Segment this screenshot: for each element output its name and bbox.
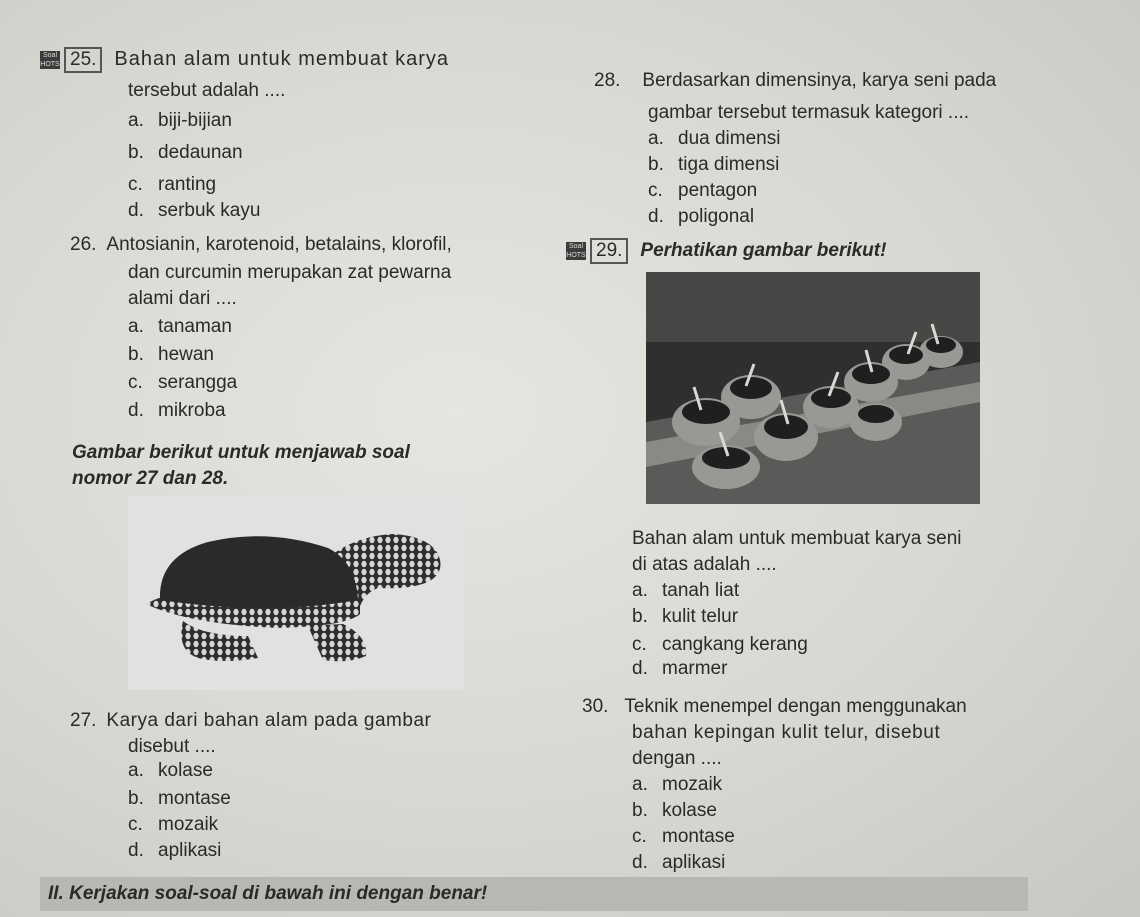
question-number: 26. — [70, 234, 97, 255]
option-26a[interactable]: a. tanaman — [128, 316, 232, 337]
question-28 — [594, 68, 996, 94]
question-number: 29. — [590, 238, 628, 264]
question-text-cont: alami dari .... — [128, 288, 237, 309]
option-27b[interactable]: b. montase — [128, 788, 231, 809]
question-text-cont: disebut .... — [128, 736, 216, 757]
question-26 — [70, 232, 452, 258]
option-30b[interactable]: b. kolase — [632, 800, 717, 821]
question-text-cont: dengan .... — [632, 748, 722, 769]
option-26d[interactable]: d. mikroba — [128, 400, 226, 421]
option-28d[interactable]: d. poligonal — [648, 206, 755, 227]
option-27d[interactable]: d. aplikasi — [128, 840, 222, 861]
question-heading: Perhatikan gambar berikut! — [640, 240, 887, 261]
eggshell-craft-image — [646, 272, 980, 504]
question-text-cont: bahan kepingan kulit telur, disebut — [632, 722, 941, 743]
option-30c[interactable]: c. montase — [632, 826, 735, 847]
question-text-cont: di atas adalah .... — [632, 554, 777, 575]
question-text: Bahan alam untuk membuat karya seni — [632, 528, 962, 549]
question-27 — [70, 708, 431, 734]
option-28c[interactable]: c. pentagon — [648, 180, 758, 201]
section-ii-heading: II. Kerjakan soal-soal di bawah ini dengan benar! — [40, 877, 1028, 911]
question-text-cont: dan curcumin merupakan zat pewarna — [128, 262, 452, 283]
question-30 — [582, 694, 967, 720]
option-25c[interactable]: c. ranting — [128, 174, 217, 195]
question-number: 27. — [70, 710, 97, 731]
option-26c[interactable]: c. serangga — [128, 372, 238, 393]
question-text: Berdasarkan dimensinya, karya seni pada — [642, 70, 997, 91]
option-27c[interactable]: c. mozaik — [128, 814, 219, 835]
option-29d[interactable]: d. marmer — [632, 658, 728, 679]
option-29c[interactable]: c. cangkang kerang — [632, 634, 808, 655]
question-text: Antosianin, karotenoid, betalains, klorofil, — [106, 234, 452, 255]
hots-tag: Soal HOTS — [40, 51, 60, 68]
question-text-cont: gambar tersebut termasuk kategori .... — [648, 102, 970, 123]
option-29a[interactable]: a. tanah liat — [632, 580, 740, 601]
option-30d[interactable]: d. aplikasi — [632, 852, 726, 873]
question-number: 25. — [64, 47, 102, 73]
instruction-text-cont: nomor 27 dan 28. — [72, 468, 229, 489]
question-number: 30. — [582, 696, 609, 717]
question-number: 28. — [594, 70, 621, 91]
hots-tag: Soal HOTS — [566, 242, 586, 259]
option-27a[interactable]: a. kolase — [128, 760, 213, 781]
option-25a[interactable]: a. biji-bijian — [128, 110, 232, 131]
option-26b[interactable]: b. hewan — [128, 344, 214, 365]
turtle-seed-mosaic-image — [128, 496, 464, 690]
question-25 — [40, 46, 449, 73]
question-29 — [566, 238, 886, 264]
option-30a[interactable]: a. mozaik — [632, 774, 723, 795]
option-29b[interactable]: b. kulit telur — [632, 606, 739, 627]
question-text: Teknik menempel dengan menggunakan — [624, 696, 967, 717]
option-25d[interactable]: d. serbuk kayu — [128, 200, 261, 221]
instruction-text: Gambar berikut untuk menjawab soal — [72, 442, 410, 463]
question-text: Bahan alam untuk membuat karya — [114, 48, 450, 70]
option-28a[interactable]: a. dua dimensi — [648, 128, 781, 149]
option-25b[interactable]: b. dedaunan — [128, 142, 243, 163]
question-text: Karya dari bahan alam pada gambar — [106, 710, 432, 731]
option-28b[interactable]: b. tiga dimensi — [648, 154, 780, 175]
question-text-cont: tersebut adalah .... — [128, 80, 286, 101]
